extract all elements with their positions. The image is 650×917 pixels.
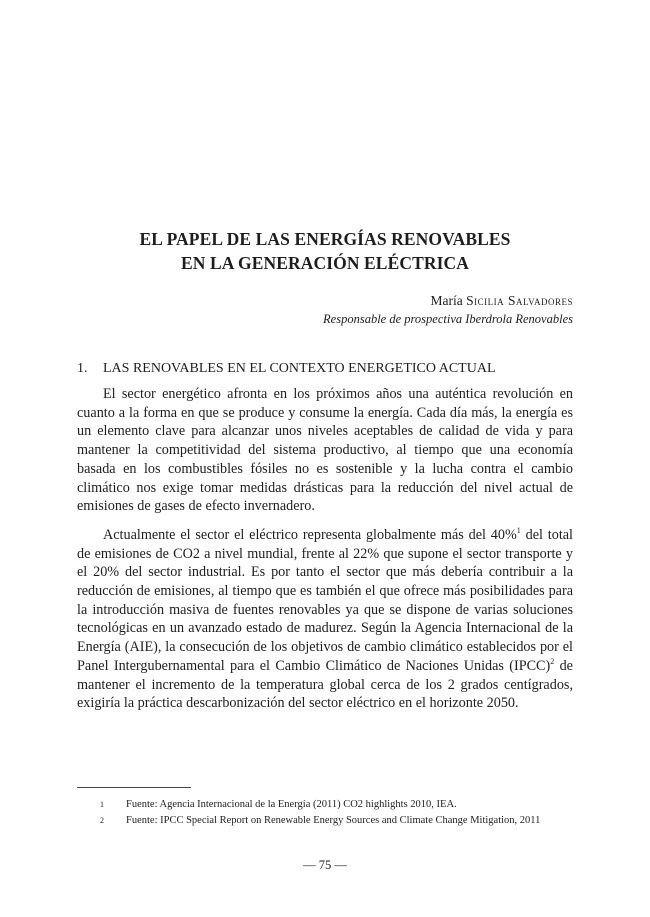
body-text: [77, 385, 573, 723]
author-last-name: Sicilia Salvadores: [466, 293, 573, 308]
section-title: LAS RENOVABLES EN EL CONTEXTO ENERGETICO ACTUAL: [103, 361, 496, 376]
paragraph-2: [77, 526, 573, 713]
footnotes: [100, 797, 580, 829]
title-line-1: EL PAPEL DE LAS ENERGÍAS RENOVABLES: [139, 229, 511, 249]
author-block: [323, 291, 573, 329]
section-number: 1.: [77, 361, 88, 376]
paragraph-2-part-3: de mantener el incremento de la temperatura global cerca de los 2 grados centígrados, exigiría la práctica descarbonización del sector eléctrico en el horizonte 2050.: [77, 657, 573, 712]
footnote-mark: 2: [100, 816, 104, 825]
paragraph-2-part-2: del total de emisiones de CO2 a nivel mundial, frente al 22% que supone el sector transporte y el 20% del sector industrial. Es por tanto el sector que más debería contribuir a la reducción de emisiones, al tiempo que es también el que ofrece más posibilidades para la introducción masiva de fuentes renovables ya que se dispone de varias soluciones tecnológicas en un avanzado estado de madurez. Según la Agencia Internacional de la Energía (AIE), la consecución de los objetivos de cambio climático establecidos por el Panel Intergubernamental para el Cambio Climático de Naciones Unidas (IPCC): [77, 526, 573, 674]
footnote-text: Fuente: Agencia Internacional de la Energía (2011) CO2 highlights 2010, IEA.: [126, 799, 457, 810]
footnote-divider: [77, 787, 191, 788]
author-name: [323, 291, 573, 310]
author-affiliation: Responsable de prospectiva Iberdrola Renovables: [323, 312, 573, 326]
footnote-2: [100, 813, 580, 829]
paragraph-1: El sector energético afronta en los próximos años una auténtica revolución en cuanto a la forma en que se produce y consume la energía. Cada día más, la energía es un elemento clave para alcanzar unos niveles aceptables de calidad de vida y para mantener la competitividad del sistema productivo, al tiempo que una economía basada en los combustibles fósiles no es sostenible y la lucha contra el cambio climático nos exige tomar medidas drásticas para la reducción del nivel actual de emisiones de gases de efecto invernadero.: [77, 386, 573, 515]
page-number: — 75 —: [303, 858, 347, 872]
title-line-2: EN LA GENERACIÓN ELÉCTRICA: [180, 253, 469, 273]
footnote-ref-2[interactable]: 2: [550, 656, 555, 666]
article-title: [0, 227, 650, 275]
footnote-1: [100, 797, 580, 813]
footnote-mark: 1: [100, 800, 104, 809]
paragraph-2-part-1: Actualmente el sector el eléctrico representa globalmente más del 40%: [103, 526, 517, 543]
footnote-ref-1[interactable]: 1: [516, 525, 521, 535]
footnote-text: Fuente: IPCC Special Report on Renewable Energy Sources and Climate Change Mitigation, 2011: [126, 815, 541, 826]
author-first-name: María: [430, 293, 463, 308]
section-heading: [77, 359, 577, 378]
